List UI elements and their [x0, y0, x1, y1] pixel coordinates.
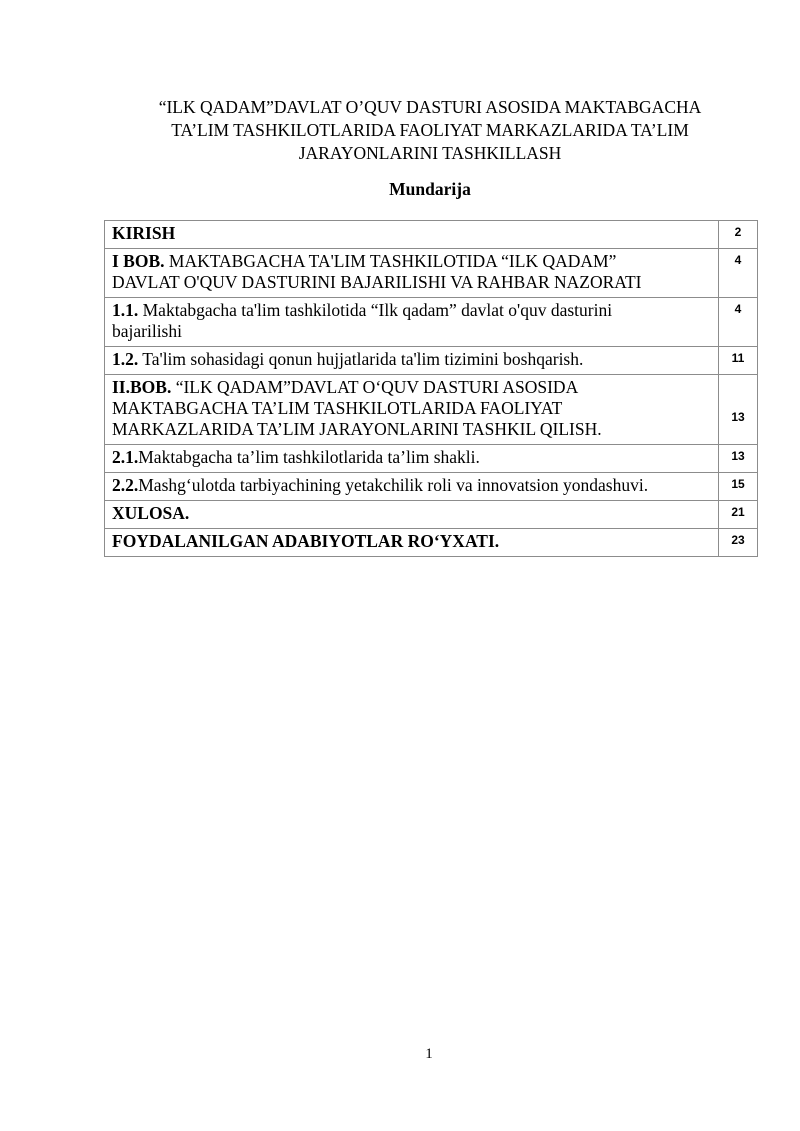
document-title-line: TA’LIM TASHKILOTLARIDA FAOLIYAT MARKAZLARIDA TA’LIM [171, 120, 689, 140]
toc-entry-title: Maktabgacha ta’lim tashkilotlarida ta’lim shakli. [138, 447, 480, 467]
document-title-line: “ILK QADAM”DAVLAT O’QUV DASTURI ASOSIDA MAKTABGACHA [158, 97, 702, 117]
toc-entry-title: KIRISH [112, 223, 176, 243]
toc-entry-title: XULOSA. [112, 503, 190, 523]
toc-row-1-2 [105, 347, 758, 375]
toc-entry-number: 1.1. [112, 300, 139, 320]
toc-entry-number: 2.2. [112, 475, 139, 495]
toc-page-number: 13 [719, 375, 758, 445]
toc-entry [105, 445, 719, 473]
toc-entry-number: 1.2. [112, 349, 139, 369]
toc-entry-title-cont: bajarilishi [112, 321, 182, 341]
toc-entry-title: Maktabgacha ta'lim tashkilotida “Ilk qadam” davlat o'quv dasturini [138, 300, 613, 320]
toc-entry [105, 375, 719, 445]
toc-entry [105, 221, 719, 249]
toc-entry-title-cont: MAKTABGACHA TA’LIM TASHKILOTLARIDA FAOLIYAT [112, 398, 563, 418]
page-number: 1 [425, 1046, 433, 1062]
toc-page-number: 11 [719, 347, 758, 375]
contents-heading: Mundarija [389, 179, 471, 199]
toc-page-number: 23 [719, 529, 758, 557]
toc-entry [105, 529, 719, 557]
toc-page-number: 4 [719, 249, 758, 298]
toc-row-references [105, 529, 758, 557]
toc-entry-title-cont: MARKAZLARIDA TA’LIM JARAYONLARINI TASHKIL QILISH. [112, 419, 602, 439]
toc-entry [105, 501, 719, 529]
toc-row-1-1 [105, 298, 758, 347]
toc-entry-title: Ta'lim sohasidagi qonun hujjatlarida ta'lim tizimini boshqarish. [138, 349, 584, 369]
toc-entry-number: I BOB. [112, 251, 165, 271]
toc-entry-title: FOYDALANILGAN ADABIYOTLAR RO‘YXATI. [112, 531, 500, 551]
document-title [100, 96, 760, 165]
table-of-contents [104, 220, 758, 557]
toc-row-2-1 [105, 445, 758, 473]
toc-page-number: 13 [719, 445, 758, 473]
toc-row-2-2 [105, 473, 758, 501]
toc-row-xulosa [105, 501, 758, 529]
toc-entry [105, 473, 719, 501]
toc-row-kirish [105, 221, 758, 249]
toc-entry-number: II.BOB. [112, 377, 172, 397]
toc-page-number: 15 [719, 473, 758, 501]
toc-row-chapter-2 [105, 375, 758, 445]
toc-entry-title: “ILK QADAM”DAVLAT O‘QUV DASTURI ASOSIDA [171, 377, 579, 397]
toc-entry [105, 298, 719, 347]
toc-row-chapter-1 [105, 249, 758, 298]
toc-page-number: 4 [719, 298, 758, 347]
toc-entry-title-cont: DAVLAT O'QUV DASTURINI BAJARILISHI VA RAHBAR NAZORATI [112, 272, 642, 292]
toc-entry-title: Mashg‘ulotda tarbiyachining yetakchilik roli va innovatsion yondashuvi. [138, 475, 649, 495]
toc-entry-number: 2.1. [112, 447, 139, 467]
toc-page-number: 21 [719, 501, 758, 529]
toc-entry [105, 347, 719, 375]
toc-entry-title: MAKTABGACHA TA'LIM TASHKILOTIDA “ILK QADAM” [164, 251, 617, 271]
toc-entry [105, 249, 719, 298]
document-title-line: JARAYONLARINI TASHKILLASH [298, 143, 562, 163]
toc-page-number: 2 [719, 221, 758, 249]
